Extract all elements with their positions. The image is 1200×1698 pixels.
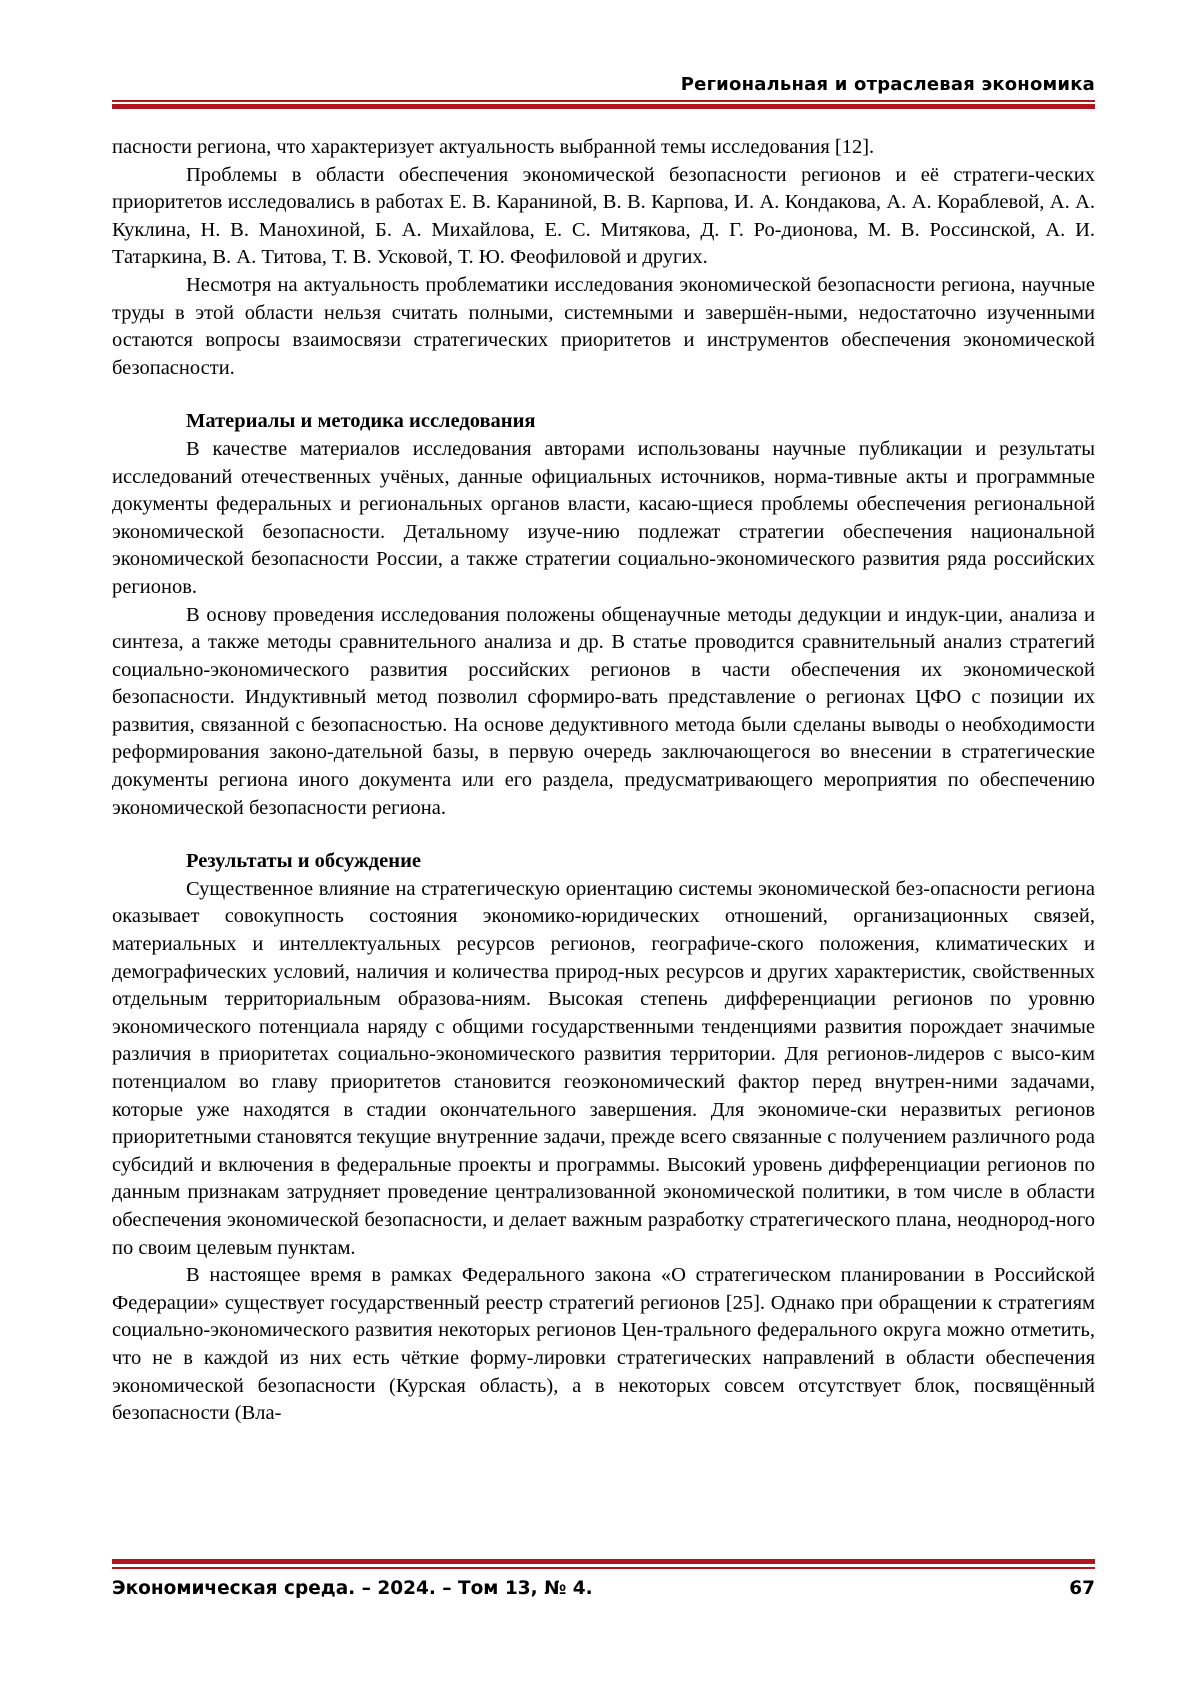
paragraph: В основу проведения исследования положены общенаучные методы дедукции и индук-ции, анализа и синтеза, а также методы сравнительного анализа и др. В статье проводится сравнительный анализ стратегий социально-экономического развития российских регионов в части обеспечения их экономической безопасности. Индуктивный метод позволил сформиро-вать представление о регионах ЦФО с позиции их развития, связанной с безопасностью. На основе дедуктивного метода были сделаны выводы о необходимости реформирования законо-дательной базы, в первую очередь заключающегося во внесении в стратегические документы региона иного документа или его раздела, предусматривающего мероприятия по обеспечению экономической безопасности региона. xyxy=(112,602,1095,823)
page-footer xyxy=(112,1578,1095,1599)
page-number: 67 xyxy=(1069,1578,1095,1599)
journal-page xyxy=(0,0,1200,1698)
footer-rule-thin xyxy=(112,1567,1095,1569)
running-header: Региональная и отраслевая экономика xyxy=(112,74,1095,95)
article-body xyxy=(112,134,1095,1428)
paragraph: Существенное влияние на стратегическую ориентацию системы экономической без-опасности региона оказывает совокупность состояния экономико-юридических отношений, организационных связей, материальных и интеллектуальных ресурсов регионов, географиче-ского положения, климатических и демографических условий, наличия и количества природ-ных ресурсов и других характеристик, свойственных отдельным территориальным образова-ниям. Высокая степень дифференциации регионов по уровню экономического потенциала наряду с общими государственными тенденциями развития порождает значимые различия в приоритетах социально-экономического развития территории. Для регионов-лидеров с высо-ким потенциалом во главу приоритетов становится геоэкономический фактор перед внутрен-ними задачами, которые уже находятся в стадии окончательного завершения. Для экономиче-ски неразвитых регионов приоритетными становятся текущие внутренние задачи, прежде всего связанные с получением различного рода субсидий и включения в федеральные проекты и программы. Высокий уровень дифференциации регионов по данным признакам затрудняет проведение централизованной экономической политики, в том числе в области обеспечения экономической безопасности, и делает важным разработку стратегического плана, неоднород-ного по своим целевым пунктам. xyxy=(112,876,1095,1262)
journal-citation: Экономическая среда. – 2024. – Том 13, № 4. xyxy=(112,1578,593,1599)
header-rule-thick xyxy=(112,104,1095,109)
paragraph: В настоящее время в рамках Федерального закона «О стратегическом планировании в Российской Федерации» существует государственный реестр стратегий регионов [25]. Однако при обращении к стратегиям социально-экономического развития некоторых регионов Цен-трального федерального округа можно отметить, что не в каждой из них есть чёткие форму-лировки стратегических направлений в области обеспечения экономической безопасности (Курская область), а в некоторых совсем отсутствует блок, посвящённый безопасности (Вла- xyxy=(112,1262,1095,1428)
paragraph: Несмотря на актуальность проблематики исследования экономической безопасности региона, научные труды в этой области нельзя считать полными, системными и завершён-ными, недостаточно изученными остаются вопросы взаимосвязи стратегических приоритетов и инструментов обеспечения экономической безопасности. xyxy=(112,272,1095,382)
paragraph: Проблемы в области обеспечения экономической безопасности регионов и её стратеги-ческих приоритетов исследовались в работах Е. В. Караниной, В. В. Карпова, И. А. Кондакова, А. А. Кораблевой, А. А. Куклина, Н. В. Манохиной, Б. А. Михайлова, Е. С. Митякова, Д. Г. Ро-дионова, М. В. Россинской, А. И. Татаркина, В. А. Титова, Т. В. Усковой, Т. Ю. Феофиловой и других. xyxy=(112,162,1095,272)
header-rule-thin xyxy=(112,100,1095,102)
footer-rule-thick xyxy=(112,1559,1095,1564)
paragraph: пасности региона, что характеризует актуальность выбранной темы исследования [12]. xyxy=(112,134,1095,162)
paragraph: В качестве материалов исследования авторами использованы научные публикации и результаты исследований отечественных учёных, данные официальных источников, норма-тивные акты и программные документы федеральных и региональных органов власти, касаю-щиеся проблемы обеспечения региональной экономической безопасности. Детальному изуче-нию подлежат стратегии обеспечения национальной экономической безопасности России, а также стратегии социально-экономического развития ряда российских регионов. xyxy=(112,436,1095,602)
section-heading-results: Результаты и обсуждение xyxy=(112,848,1095,876)
section-heading-methods: Материалы и методика исследования xyxy=(112,408,1095,436)
